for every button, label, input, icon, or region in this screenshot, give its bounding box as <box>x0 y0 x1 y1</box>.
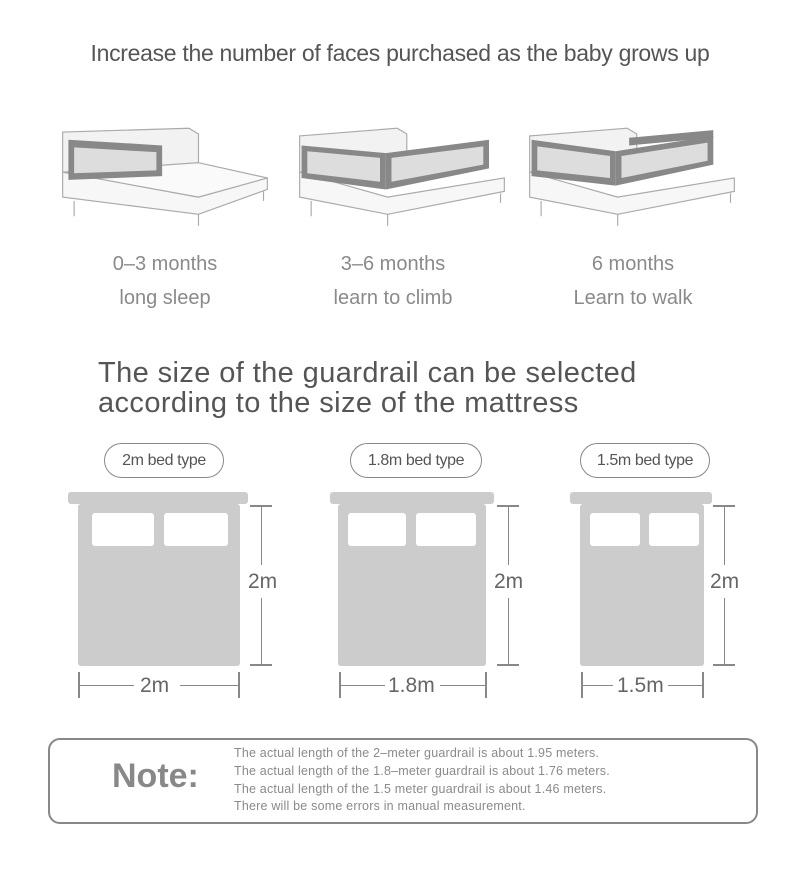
size-section-title <box>98 358 637 418</box>
bed-1-pillow-left <box>92 513 154 546</box>
stage-1-label <box>50 247 280 315</box>
bed-1-length: 2m <box>248 570 278 593</box>
note-line-3: The actual length of the 1.5 meter guardrail is about 1.46 meters. <box>234 781 607 796</box>
bed-type-pill-1-8m: 1.8m bed type <box>350 443 482 478</box>
bed-3-width: 1.5m <box>617 674 664 697</box>
stage-2-age: 3–6 months <box>340 253 446 275</box>
note-line-2: The actual length of the 1.8–meter guardrail is about 1.76 meters. <box>234 763 610 778</box>
bed-1-width: 2m <box>140 674 170 697</box>
stage-1-age: 0–3 months <box>112 253 218 275</box>
note-line-1: The actual length of the 2–meter guardrail is about 1.95 meters. <box>234 746 600 760</box>
bed-2-length: 2m <box>494 570 524 593</box>
note-line-4: There will be some errors in manual measurement. <box>234 799 526 814</box>
bed-3-pillow-right <box>649 513 699 546</box>
size-title-line-2: according to the size of the mattress <box>98 387 579 419</box>
bed-2-headboard <box>330 492 494 504</box>
stage-3-age: 6 months <box>591 253 675 275</box>
bed-two-rails-icon <box>292 120 512 235</box>
bed-3-pillow-left <box>590 513 640 546</box>
stage-3-text: Learn to walk <box>573 287 693 309</box>
bed-3-headboard <box>570 492 712 504</box>
bed-type-pill-1-5m: 1.5m bed type <box>580 443 710 478</box>
bed-2-width: 1.8m <box>388 674 435 697</box>
size-title-line-1: The size of the guardrail can be selected <box>98 357 637 389</box>
bed-1-headboard <box>68 492 248 504</box>
bed-2-pillow-left <box>348 513 406 546</box>
stage-1-text: long sleep <box>119 287 211 309</box>
stage-2-label <box>278 247 508 315</box>
bed-2-pillow-right <box>416 513 476 546</box>
bed-type-pill-2m: 2m bed type <box>104 443 224 478</box>
stage-2-text: learn to climb <box>333 287 453 309</box>
stage-3-label <box>518 247 748 315</box>
headline: Increase the number of faces purchased as the baby grows up <box>90 40 710 66</box>
bed-3-length: 2m <box>710 570 740 593</box>
bed-1-pillow-right <box>164 513 228 546</box>
note-text <box>234 745 610 816</box>
bed-three-rails-icon <box>522 120 742 235</box>
bed-one-rail-icon <box>55 120 275 235</box>
note-label: Note: <box>112 757 199 795</box>
